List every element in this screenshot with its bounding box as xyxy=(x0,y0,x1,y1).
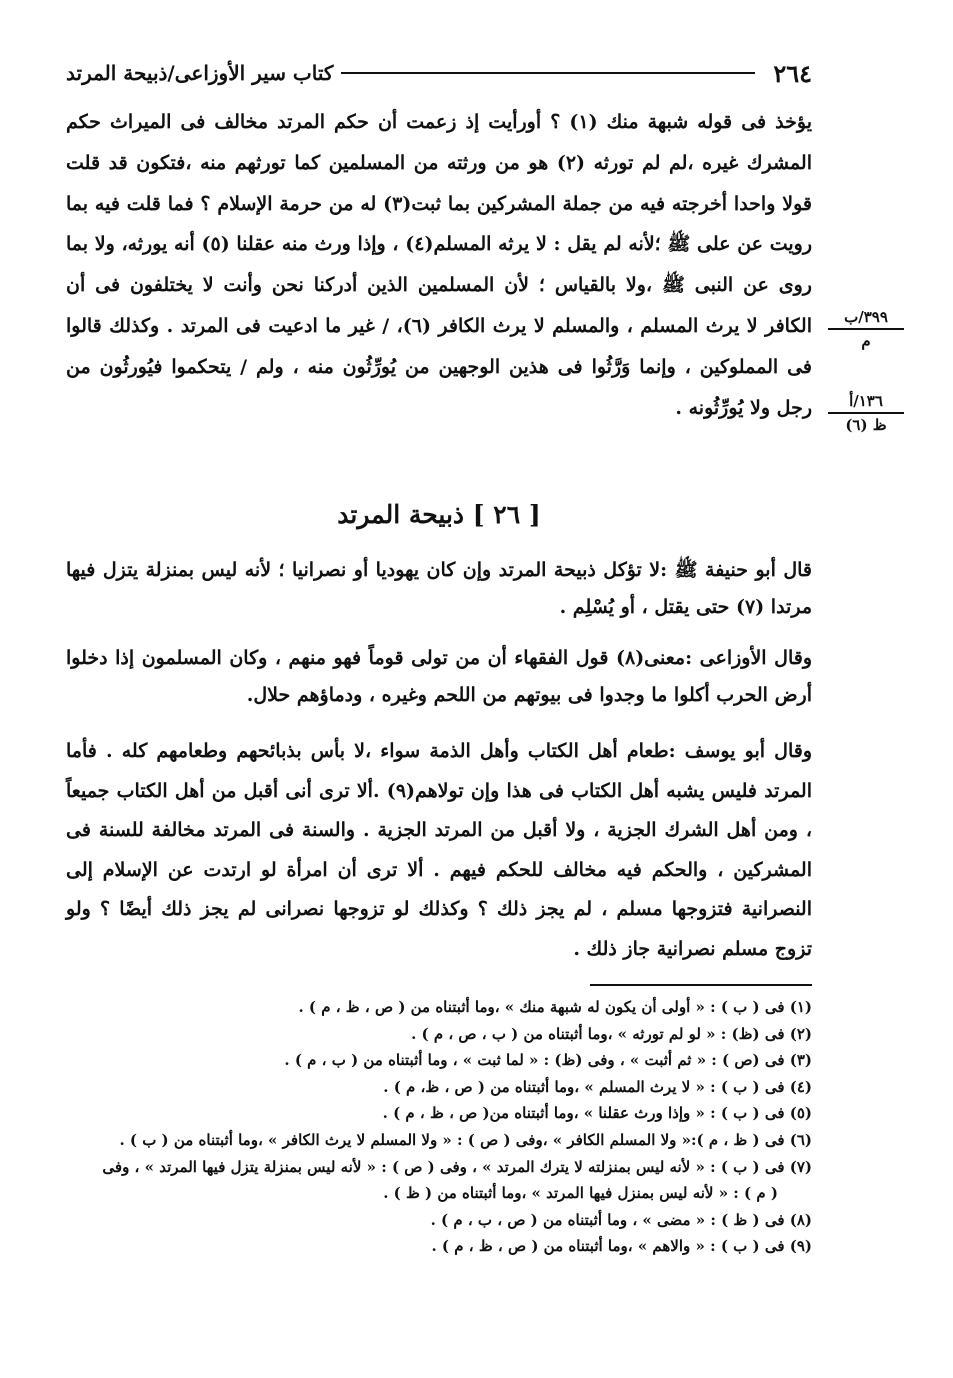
footnote-5: (٥) فى ( ب ) : « وإذا ورث عقلنا » ،وما أثبتناه من( ص ، ظ ، م ) . xyxy=(382,1104,812,1123)
footnote-separator xyxy=(590,984,812,986)
footnote-2: (٢) فى (ظ) : « لو لم تورثه » ،وما أثبتناه من ( ب ، ص ، م ) . xyxy=(411,1024,812,1043)
margin-note-rule xyxy=(828,412,904,414)
page-number: ٢٦٤ xyxy=(773,58,812,88)
header-rule xyxy=(341,72,755,74)
margin-note-ref: ٣٩٩/ب xyxy=(844,308,888,326)
margin-note-folio-b xyxy=(828,308,904,350)
paragraph-awzai: وقال الأوزاعى :معنى(٨) قول الفقهاء أن من تولى قوماً فهو منهم ، وكان المسلمون إذا دخلوا أرض الحرب أكلوا ما وجدوا فى بيوتهم من اللحم وغيره ، ودماؤهم حلال. xyxy=(66,647,812,706)
footnote-9: (٩) فى ( ب ) : « والاهم » ،وما أثبتناه من ( ص ، ظ ، م ) . xyxy=(431,1237,812,1256)
footnote-6: (٦) فى ( ظ ، م ):« ولا المسلم الكافر » ،وفى ( ص ) : « ولا المسلم لا يرث الكافر » ،وما أثبتناه من ( ب ) . xyxy=(119,1130,812,1149)
section-heading: [ ٢٦ ] ذبيحة المرتد xyxy=(337,500,541,529)
margin-note-folio-a xyxy=(828,392,904,434)
footnote-7-continued: ( م ) : « لأنه ليس بمنزل فيها المرتد » ،وما أثبتناه من ( ظ ) . xyxy=(383,1184,778,1203)
footnote-8: (٨) فى ( ظ ) : « مضى » ، وما أثبتناه من ( ص ، ب ، م ) . xyxy=(430,1210,812,1229)
paragraph-abu-yusuf: وقال أبو يوسف :طعام أهل الكتاب وأهل الذمة سواء ،لا بأس بذبائحهم وطعامهم كله . فأما المرتد فليس يشبه أهل الكتاب فى هذا وإن تولاهم(٩) .ألا ترى أنى أقبل من أهل الكتاب جميعاً ، ومن أهل الشرك الجزية ، ولا أقبل من المرتد الجزية . والسنة فى المرتد مخالفة للسنة فى المشركين ، والحكم فيه مخالف للحكم فيهم . ألا ترى أن امرأة لو ارتدت عن الإسلام إلى النصرانية فتزوجها مسلم ، لم يجز ذلك ؟ وكذلك لو تزوجها نصرانى لم يجز ذلك أيضًا ؟ ولو تزوج مسلم نصرانية جاز ذلك . xyxy=(66,740,812,960)
running-title: كتاب سير الأوزاعى/ذبيحة المرتد xyxy=(66,61,334,85)
paragraph-abu-hanifa: قال أبو حنيفة ﷺ :لا تؤكل ذبيحة المرتد وإن كان يهوديا أو نصرانيا ؛ لأنه ليس بمنزلة يتزل فيها مرتدا (٧) حتى يقتل ، أو يُسْلِم . xyxy=(66,559,812,618)
footnote-4: (٤) فى ( ب ) : « لا يرث المسلم » ،وما أثبتناه من ( ص ، ظ، م ) . xyxy=(383,1077,812,1096)
margin-note-ref: ١٣٦/أ xyxy=(849,392,883,410)
margin-note-siglum: ظ (٦) xyxy=(845,416,887,434)
running-header xyxy=(66,56,812,90)
footnote-3: (٣) فى (ص ) : « ثم أثبت » ، وفى (ظ) : « لما ثبت » ، وما أثبتناه من ( ب ، م ) . xyxy=(284,1051,812,1070)
footnote-1: (١) فى ( ب ) : « أولى أن يكون له شبهة منك » ،وما أثبتناه من ( ص ، ظ ، م ) . xyxy=(298,998,812,1016)
footnotes xyxy=(66,994,812,1260)
footnote-7: (٧) فى ( ب ) : « لأنه ليس بمنزلته لا يترك المرتد » ، وفى ( ص ) : « لأنه ليس بمنزلة يتزل فيها المرتد » ، وفى xyxy=(102,1157,812,1176)
paragraph-continued: يؤخذ فى قوله شبهة منك (١) ؟ أورأيت إذ زعمت أن حكم المرتد مخالف فى الميراث حكم المشرك غيره ،لم لم تورثه (٢) هو من ورثته من المسلمين كما تورثهم منه ،فتكون قد قلت قولا واحدا أخرجته فيه من جملة المشركين بما ثبت(٣) له من حرمة الإسلام ؟ فما قلت فيه بما رويت عن على ﷺ ؛لأنه لم يقل : لا يرثه المسلم(٤) ، وإذا ورث منه عقلنا (٥) أنه يورثه، ولا بما روى عن النبى ﷺ ،ولا بالقياس ؛ لأن المسلمين الذين أدركنا نحن وأنت لا يختلفون فى أن الكافر لا يرث المسلم ، والمسلم لا يرث الكافر (٦)، / غير ما ادعيت فى المرتد . وكذلك قالوا فى المملوكين ، وإنما وَرَّثُوا فى هذين الوجهين من يُورِّثُون منه ، ولم / يتحكموا فيُورثُون من رجل ولا يُورِّثُونه . xyxy=(66,111,812,419)
margin-note-siglum: م xyxy=(861,332,871,350)
margin-note-rule xyxy=(828,328,904,330)
